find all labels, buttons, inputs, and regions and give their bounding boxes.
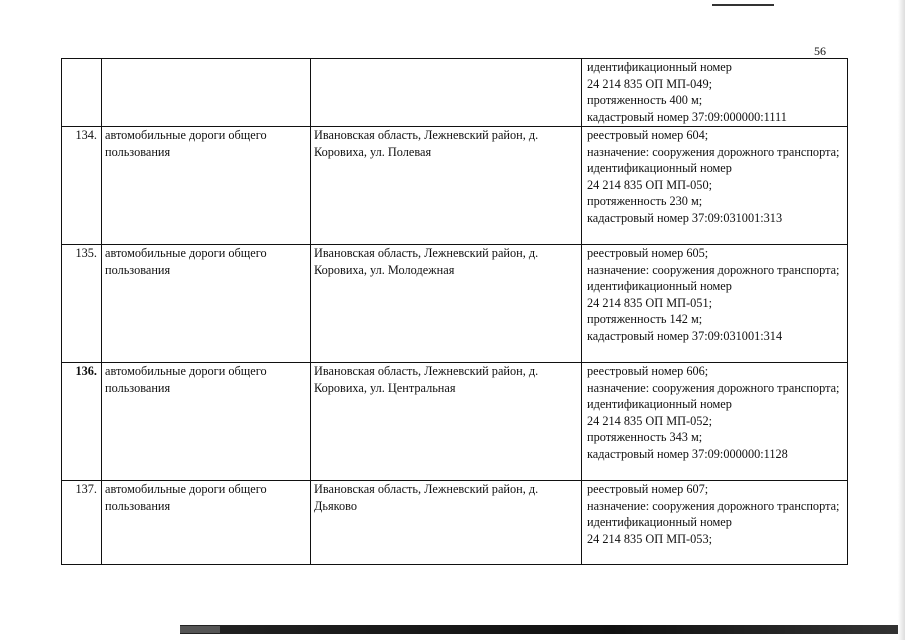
road-details: реестровый номер 604; назначение: сооружения дорожного транспорта; идентификационный номер 24 214 835 ОП МП-050; протяженность 230 м; кадастровый номер 37:09:031001:313 xyxy=(582,127,848,245)
row-number xyxy=(62,59,102,127)
registry-table xyxy=(61,58,848,565)
table-row xyxy=(62,363,848,481)
road-address: Ивановская область, Лежневский район, д. Коровиха, ул. Полевая xyxy=(311,127,582,245)
road-type: автомобильные дороги общего пользования xyxy=(102,127,311,245)
road-type: автомобильные дороги общего пользования xyxy=(102,245,311,363)
road-details: идентификационный номер 24 214 835 ОП МП-049; протяженность 400 м; кадастровый номер 37:09:000000:1111 xyxy=(582,59,848,127)
table-row xyxy=(62,245,848,363)
road-type: автомобильные дороги общего пользования xyxy=(102,363,311,481)
road-type xyxy=(102,59,311,127)
road-address: Ивановская область, Лежневский район, д. Коровиха, ул. Центральная xyxy=(311,363,582,481)
row-number: 137. xyxy=(62,481,102,565)
row-number: 136. xyxy=(62,363,102,481)
scan-edge-bottom-left xyxy=(180,626,220,633)
row-number: 134. xyxy=(62,127,102,245)
table-row xyxy=(62,127,848,245)
row-number: 135. xyxy=(62,245,102,363)
road-address xyxy=(311,59,582,127)
road-type: автомобильные дороги общего пользования xyxy=(102,481,311,565)
page-number: 56 xyxy=(814,44,826,58)
road-details: реестровый номер 605; назначение: сооружения дорожного транспорта; идентификационный номер 24 214 835 ОП МП-051; протяженность 142 м; кадастровый номер 37:09:031001:314 xyxy=(582,245,848,363)
scan-edge-bottom xyxy=(180,625,900,634)
road-details: реестровый номер 607; назначение: сооружения дорожного транспорта; идентификационный номер 24 214 835 ОП МП-053; xyxy=(582,481,848,565)
road-address: Ивановская область, Лежневский район, д. Дьяково xyxy=(311,481,582,565)
road-address: Ивановская область, Лежневский район, д. Коровиха, ул. Молодежная xyxy=(311,245,582,363)
scan-mark-top xyxy=(712,4,774,6)
road-details: реестровый номер 606; назначение: сооружения дорожного транспорта; идентификационный номер 24 214 835 ОП МП-052; протяженность 343 м; кадастровый номер 37:09:000000:1128 xyxy=(582,363,848,481)
table-row xyxy=(62,481,848,565)
scan-edge-right xyxy=(898,0,905,640)
table-row xyxy=(62,59,848,127)
